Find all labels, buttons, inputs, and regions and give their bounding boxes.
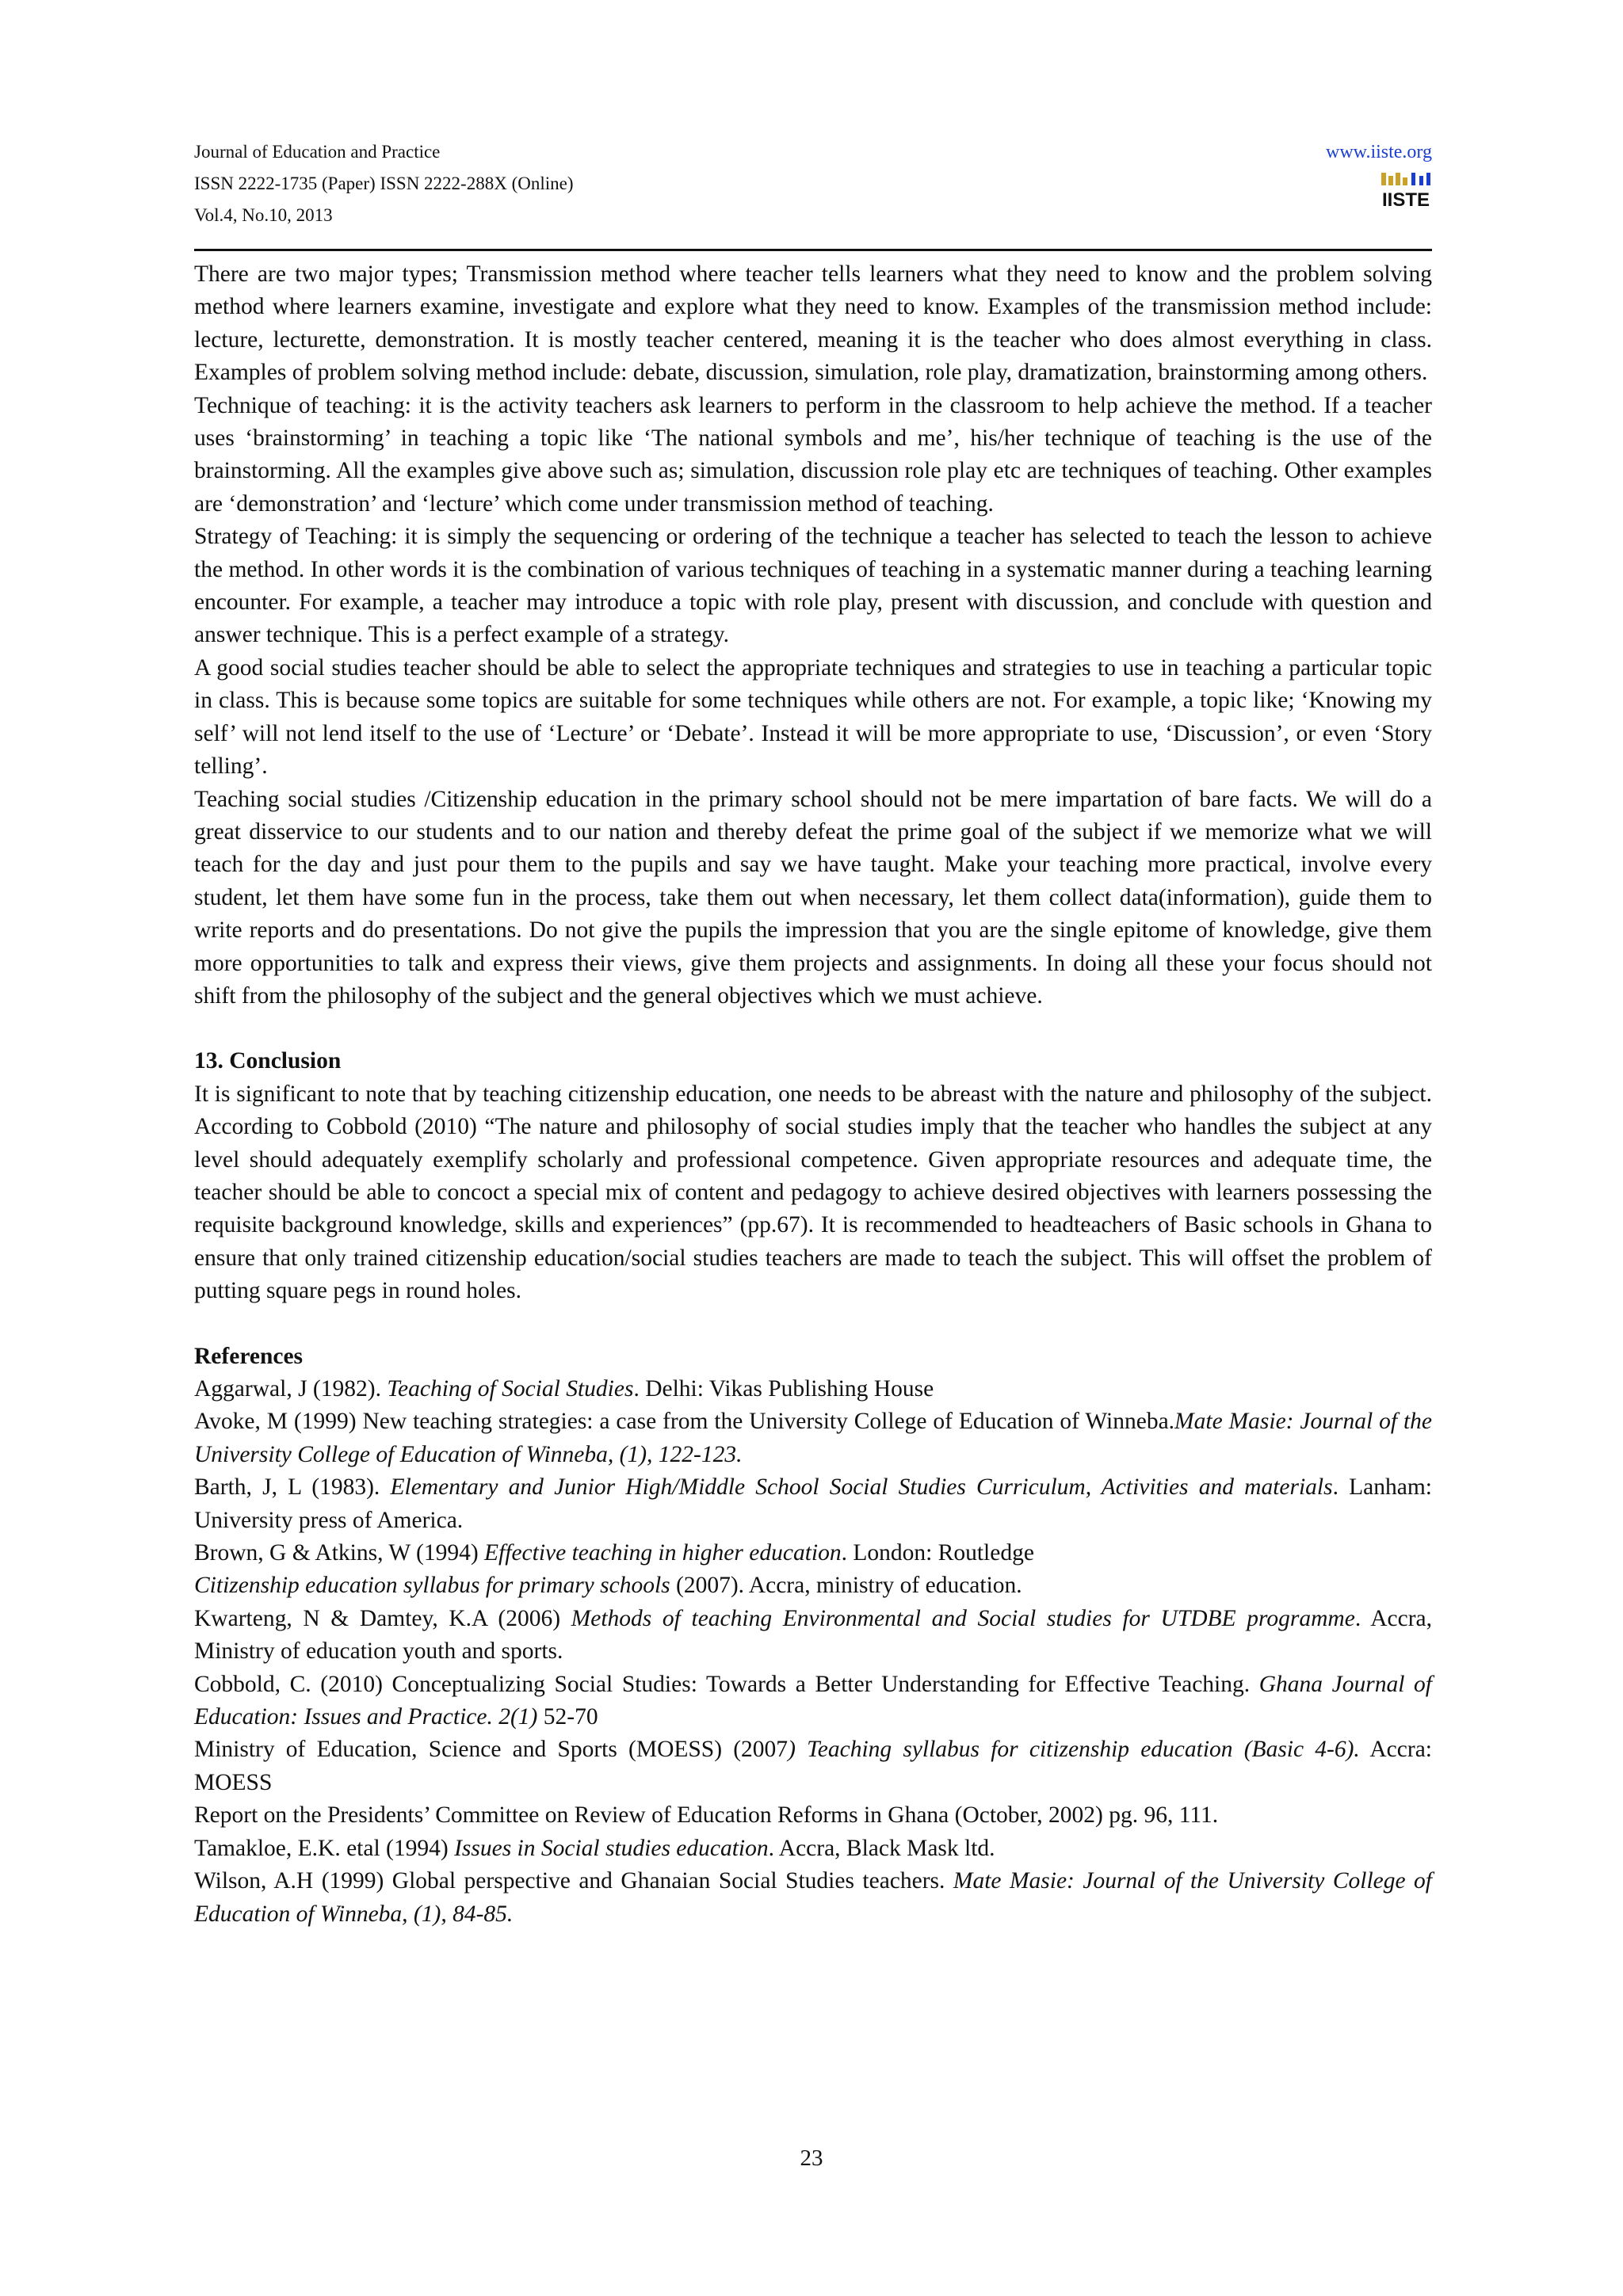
body-paragraph: There are two major types; Transmission method where teacher tells learners what they need to know and the problem solving method where learners examine, investigate and explore what they need to know. Examples of the transmission method include: lecture, lecturette, demonstration. It is mostly teacher centered, meaning it is the teacher who does almost everything in class. Examples of problem solving method include: debate, discussion, simulation, role play, dramatization, brainstorming among others. <box>194 261 1432 386</box>
logo-text: IISTE <box>1381 189 1430 208</box>
reference-item: Wilson, A.H (1999) Global perspective and Ghanaian Social Studies teachers. Mate Masie: Journal of the University College of Education of Winneba, (1), 84-85. <box>194 1868 1432 1927</box>
journal-volume: Vol.4, No.10, 2013 <box>194 205 333 225</box>
main-content <box>194 258 1432 1931</box>
reference-item: Brown, G & Atkins, W (1994) Effective teaching in higher education. London: Routledge <box>194 1540 1034 1566</box>
journal-meta <box>194 136 1432 231</box>
reference-item: Tamakloe, E.K. etal (1994) Issues in Social studies education. Accra, Black Mask ltd. <box>194 1835 995 1861</box>
body-paragraph: Teaching social studies /Citizenship education in the primary school should not be mere impartation of bare facts. We will do a great disservice to our students and to our nation and thereby defeat the prime goal of the subject if we memorize what we will teach for the day and just pour them to the pupils and say we have taught. Make your teaching more practical, involve every student, let them have some fun in the process, take them out when necessary, let them collect data(information), guide them to write reports and do presentations. Do not give the pupils the impression that you are the single epitome of knowledge, give them more opportunities to talk and express their views, give them projects and assignments. In doing all these your focus should not shift from the philosophy of the subject and the general objectives which we must achieve. <box>194 786 1432 1009</box>
page-number: 23 <box>800 2145 823 2171</box>
section-heading-conclusion: 13. Conclusion <box>194 1048 342 1074</box>
page-header <box>194 136 1432 231</box>
reference-item: Ministry of Education, Science and Sports (MOESS) (2007) Teaching syllabus for citizenship education (Basic 4-6). Accra: MOESS <box>194 1737 1432 1795</box>
body-paragraph: Technique of teaching: it is the activity teachers ask learners to perform in the classroom to help achieve the method. If a teacher uses ‘brainstorming’ in teaching a topic like ‘The national symbols and me’, his/her technique of teaching is the use of the brainstorming. All the examples give above such as; simulation, discussion role play etc are techniques of teaching. Other examples are ‘demonstration’ and ‘lecture’ which come under transmission method of teaching. <box>194 392 1432 517</box>
journal-issn: ISSN 2222-1735 (Paper) ISSN 2222-288X (Online) <box>194 174 574 193</box>
body-paragraph: Strategy of Teaching: it is simply the sequencing or ordering of the technique a teacher has selected to teach the lesson to achieve the method. In other words it is the combination of various techniques of teaching in a systematic manner during a teaching learning encounter. For example, a teacher may introduce a topic with role play, present with discussion, and conclude with question and answer technique. This is a perfect example of a strategy. <box>194 524 1432 648</box>
reference-item: Kwarteng, N & Damtey, K.A (2006) Methods of teaching Environmental and Social studies for UTDBE programme. Accra, Ministry of education youth and sports. <box>194 1605 1433 1665</box>
reference-item: Cobbold, C. (2010) Conceptualizing Social Studies: Towards a Better Understanding for Effective Teaching. Ghana Journal of Education: Issues and Practice. 2(1) 52-70 <box>194 1671 1432 1730</box>
body-paragraph: A good social studies teacher should be able to select the appropriate techniques and strategies to use in teaching a particular topic in class. This is because some topics are suitable for some techniques while others are not. For example, a topic like; ‘Knowing my self’ will not lend itself to the use of ‘Lecture’ or ‘Debate’. Instead it will be more appropriate to use, ‘Discussion’, or even ‘Story telling’. <box>194 654 1432 780</box>
header-rule <box>194 249 1432 251</box>
reference-item: Aggarwal, J (1982). Teaching of Social Studies. Delhi: Vikas Publishing House <box>194 1376 934 1402</box>
iiste-logo <box>1380 171 1432 208</box>
reference-item: Avoke, M (1999) New teaching strategies: a case from the University College of Education of Winneba.Mate Masie: Journal of the University College of Education of Winneba, (1), 122-123. <box>194 1409 1432 1467</box>
conclusion-paragraph: It is significant to note that by teaching citizenship education, one needs to be abreast with the nature and philosophy of the subject. According to Cobbold (2010) “The nature and philosophy of social studies imply that the teacher who handles the subject at any level should adequately exemplify scholarly and professional competence. Given appropriate resources and adequate time, the teacher should be able to concoct a special mix of content and pedagogy to achieve desired objectives with learners possessing the requisite background knowledge, skills and experiences” (pp.67). It is recommended to headteachers of Basic schools in Ghana to ensure that only trained citizenship education/social studies teachers are made to teach the subject. This will offset the problem of putting square pegs in round holes. <box>194 1081 1432 1304</box>
references-heading: References <box>194 1343 304 1369</box>
reference-item: Barth, J, L (1983). Elementary and Junior High/Middle School Social Studies Curriculum, Activities and materials. Lanham: University press of America. <box>194 1474 1433 1533</box>
reference-item: Report on the Presidents’ Committee on Review of Education Reforms in Ghana (October, 2002) pg. 96, 111. <box>194 1802 1219 1829</box>
references-list <box>194 1373 1432 1931</box>
reference-item: Citizenship education syllabus for primary schools (2007). Accra, ministry of education. <box>194 1573 1022 1599</box>
website-link[interactable]: www.iiste.org <box>1326 142 1432 162</box>
journal-title: Journal of Education and Practice <box>194 142 441 162</box>
